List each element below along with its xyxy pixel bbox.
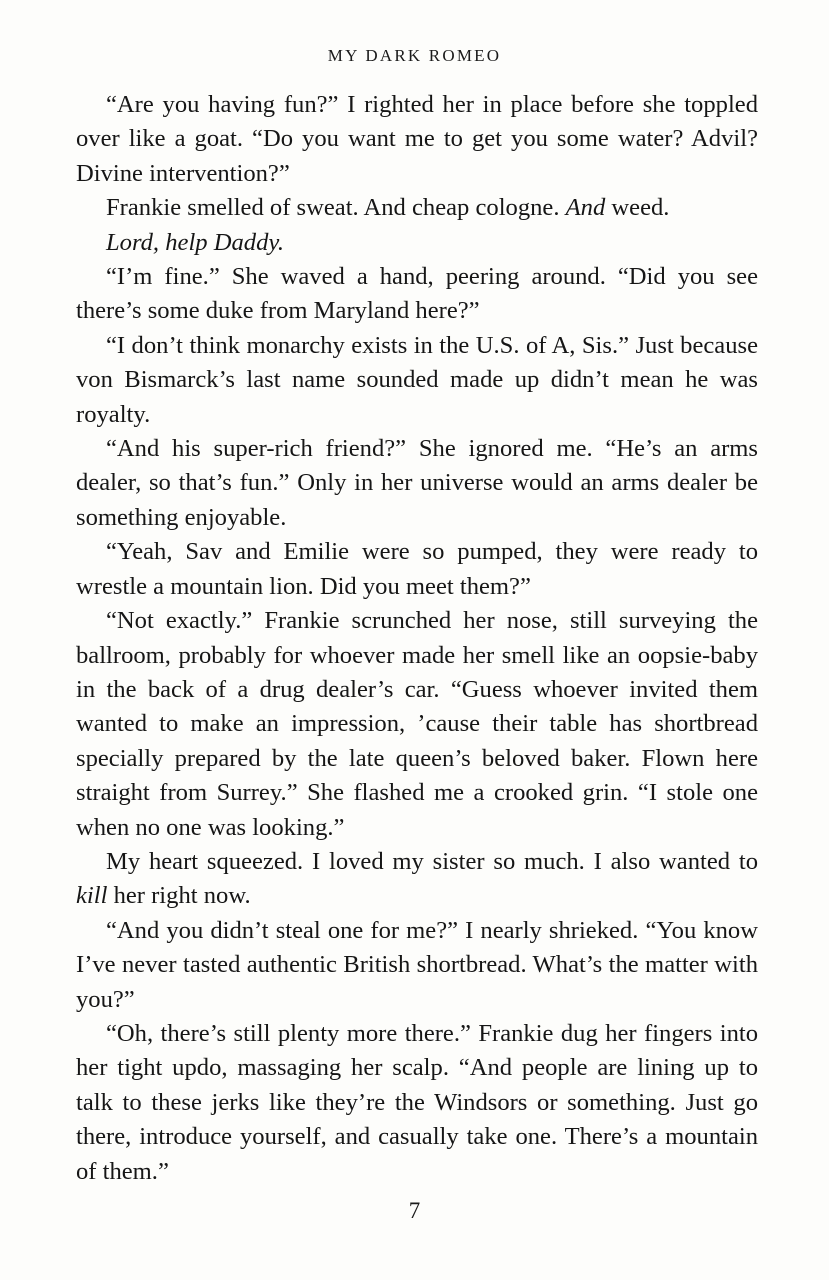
paragraph-2-text-a: Frankie smelled of sweat. And cheap cologne. xyxy=(106,194,566,222)
paragraph-7: “Yeah, Sav and Emilie were so pumped, they were ready to wrestle a mountain lion. Did you meet them?” xyxy=(76,538,758,600)
paragraph-9 xyxy=(76,845,758,914)
paragraph-3 xyxy=(76,226,758,260)
paragraph-8: “Not exactly.” Frankie scrunched her nose, still surveying the ballroom, probably for whoever made her smell like an oopsie-baby in the back of a drug dealer’s car. “Guess whoever invited them wanted to make an impression, ’cause their table has shortbread specially prepared by the late queen’s beloved baker. Flown here straight from Surrey.” She flashed me a crooked grin. “I stole one when no one was looking.” xyxy=(76,607,758,841)
body-text xyxy=(76,88,758,1189)
paragraph-4: “I’m fine.” She waved a hand, peering around. “Did you see there’s some duke from Maryland here?” xyxy=(76,263,758,325)
paragraph-11: “Oh, there’s still plenty more there.” Frankie dug her fingers into her tight updo, massaging her scalp. “And people are lining up to talk to these jerks like they’re the Windsors or something. Just go there, introduce yourself, and casually take one. There’s a mountain of them.” xyxy=(76,1019,758,1185)
paragraph-1: “Are you having fun?” I righted her in place before she toppled over like a goat. “Do you want me to get you some water? Advil? Divine intervention?” xyxy=(76,91,758,187)
paragraph-9-text-b: her right now. xyxy=(107,882,251,910)
page-number: 7 xyxy=(408,1198,421,1223)
paragraph-6: “And his super-rich friend?” She ignored me. “He’s an arms dealer, so that’s fun.” Only in her universe would an arms dealer be something enjoyable. xyxy=(76,435,758,531)
paragraph-2-emphasis: And xyxy=(565,194,606,222)
paragraph-2-text-b: weed. xyxy=(605,194,670,222)
paragraph-3-emphasis: Lord, help Daddy. xyxy=(106,228,285,256)
paragraph-2 xyxy=(76,191,758,225)
paragraph-10: “And you didn’t steal one for me?” I nearly shrieked. “You know I’ve never tasted authentic British shortbread. What’s the matter with you?” xyxy=(76,916,758,1013)
running-head: MY DARK ROMEO xyxy=(327,46,502,65)
paragraph-9-text-a: My heart squeezed. I loved my sister so much. I also wanted to xyxy=(106,847,758,875)
paragraph-5: “I don’t think monarchy exists in the U.S. of A, Sis.” Just because von Bismarck’s last name sounded made up didn’t mean he was royalty. xyxy=(76,331,758,428)
paragraph-9-emphasis: kill xyxy=(76,882,108,910)
